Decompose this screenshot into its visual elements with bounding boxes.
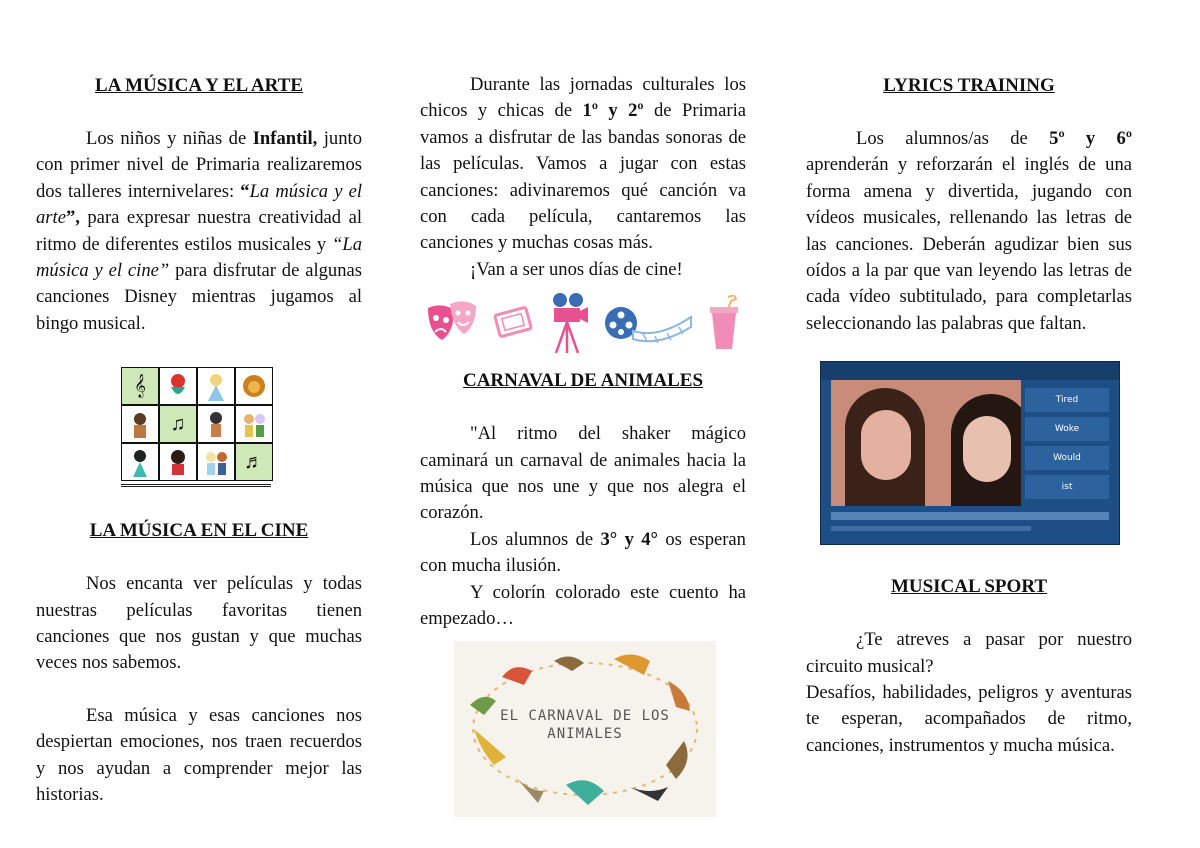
treble-clef-icon: 𝄞 <box>122 368 158 404</box>
carnaval-title-line-2: ANIMALES <box>547 725 623 742</box>
lyrics-option-3[interactable]: Would <box>1025 446 1109 470</box>
soda-cup-icon <box>706 295 742 351</box>
film-reel-icon <box>603 303 695 343</box>
video-frame <box>831 380 1021 506</box>
column-right <box>806 72 1132 759</box>
carnaval-title-line-1: EL CARNAVAL DE LOS <box>500 707 670 724</box>
lyrics-subtitle-bar <box>831 512 1109 520</box>
paragraph-jornadas: Durante las jornadas culturales los chicos y chicas de 1º y 2º de Primaria vamos a disfrutar de las bandas sonoras de las películas. Vamos a jugar con estas canciones: adivinaremos qué canción va con cada película, cantaremos las canciones y muchas cosas más. <box>420 74 746 254</box>
lyrics-option-2[interactable]: Woke <box>1025 417 1109 441</box>
paragraph-lyrics: Los alumnos/as de 5º y 6º aprenderán y reforzarán el inglés de una forma amena y divertida, jugando con vídeos musicales, rellenando las letras de las canciones. Deberán agudizar bien sus oídos a la par que van leyendo las letras de cada vídeo subtitulado, para completarlas seleccionando las palabras que faltan. <box>806 128 1132 334</box>
paragraph-colorin: Y colorín colorado este cuento ha empezado… <box>420 581 746 630</box>
disney-bingo-card <box>121 367 271 487</box>
lyrics-option-4[interactable]: ist <box>1025 475 1109 499</box>
carnaval-animales-picture <box>454 641 716 817</box>
paragraph-desafios: Desafíos, habilidades, peligros y aventuras te esperan, acompañados de ritmo, canciones, instrumentos y mucha música. <box>806 682 1132 756</box>
moana-picture <box>160 444 196 480</box>
heading-carnaval: CARNAVAL DE ANIMALES <box>462 370 704 392</box>
mowgli-picture <box>198 406 234 442</box>
heading-musica-arte: LA MÚSICA Y EL ARTE <box>94 75 304 96</box>
princess-picture <box>198 368 234 404</box>
paragraph-emociones: Esa música y esas canciones nos despiertan emociones, nos traen recuerdos y nos ayudan a comprender mejor las historias. <box>36 704 362 806</box>
paragraph-peliculas: Nos encanta ver películas y todas nuestras películas favoritas tienen canciones que nos gustan y que muchas veces nos sabemos. <box>36 573 362 674</box>
frozen-picture <box>198 444 234 480</box>
column-left <box>36 72 362 809</box>
ticket-icon <box>491 303 535 343</box>
heading-lyrics-training: LYRICS TRAINING <box>883 75 1055 96</box>
film-projector-icon <box>546 291 592 355</box>
lion-picture <box>236 368 272 404</box>
jasmine-picture <box>122 444 158 480</box>
heading-musical-sport: MUSICAL SPORT <box>890 576 1048 598</box>
pocahontas-picture <box>122 406 158 442</box>
paragraph-dias-de-cine: ¡Van a ser unos días de cine! <box>470 258 683 280</box>
paragraph-infantil: Los niños y niñas de Infantil, junto con primer nivel de Primaria realizaremos dos talleres internivelares: “La música y el arte”, para expresar nuestra creatividad al ritmo de diferentes estilos musicales y “La música y el cine” para disfrutar de algunas canciones Disney mientras jugamos al bingo musical. <box>36 128 363 334</box>
toy-story-picture <box>236 406 272 442</box>
lyrics-option-1[interactable]: Tired <box>1025 388 1109 412</box>
lyrics-training-screenshot <box>820 361 1120 545</box>
paragraph-alumnos-3-4: Los alumnos de 3° y 4° os esperan con mucha ilusión. <box>420 528 746 577</box>
music-note-icon: ♬ <box>236 444 272 480</box>
mermaid-picture <box>160 368 196 404</box>
cinema-icons-row <box>424 289 742 357</box>
paragraph-shaker: "Al ritmo del shaker mágico caminará un carnaval de animales hacia la música que nos une y que nos alegra el corazón. <box>420 423 746 524</box>
lyrics-options <box>1025 388 1109 499</box>
heading-musica-cine: LA MÚSICA EN EL CINE <box>89 520 309 542</box>
column-middle <box>420 72 746 817</box>
music-notes-icon: ♫ <box>160 406 196 442</box>
theater-masks-icon <box>424 298 480 348</box>
paragraph-circuito: ¿Te atreves a pasar por nuestro circuito musical? <box>806 629 1132 677</box>
